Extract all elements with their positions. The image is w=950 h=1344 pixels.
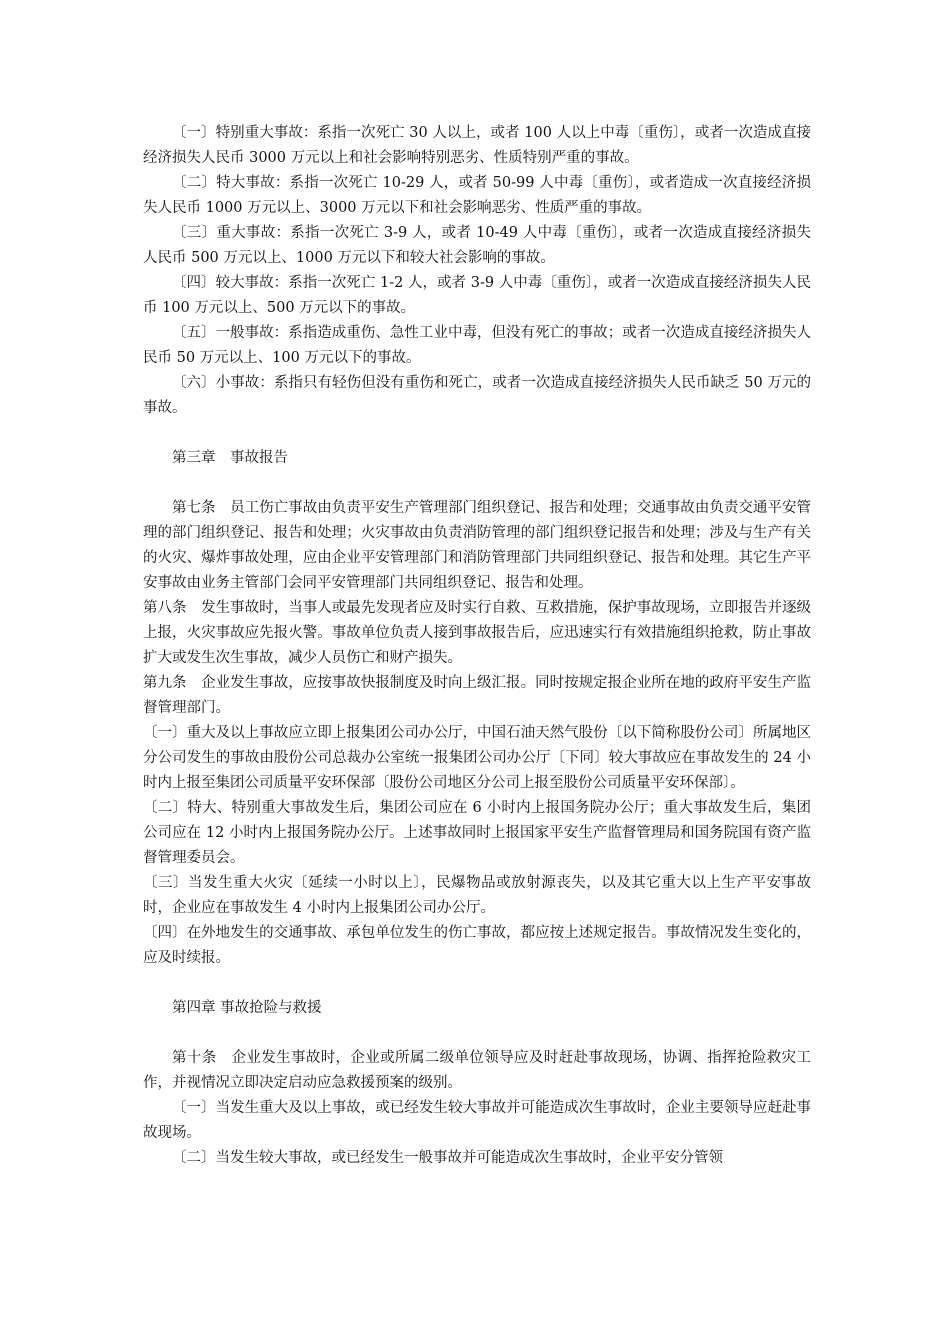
spacer <box>143 971 811 996</box>
document-page <box>143 121 811 1171</box>
spacer <box>143 471 811 496</box>
paragraph-accident-class-4: 〔四〕较大事故：系指一次死亡 1-2 人，或者 3-9 人中毒〔重伤〕，或者一次造成直接经济损失人民币 100 万元以上、500 万元以下的事故。 <box>143 275 811 316</box>
paragraph-accident-class-5: 〔五〕一般事故：系指造成重伤、急性工业中毒，但没有死亡的事故；或者一次造成直接经济损失人民币 50 万元以上、100 万元以下的事故。 <box>143 325 811 366</box>
paragraph-accident-class-1: 〔一〕特别重大事故：系指一次死亡 30 人以上，或者 100 人以上中毒〔重伤〕，或者一次造成直接经济损失人民币 3000 万元以上和社会影响特别恶劣、性质特别严重的事故。 <box>143 125 811 166</box>
chapter-4-heading: 第四章 事故抢险与救援 <box>172 1000 322 1016</box>
article-9-item-2: 〔二〕特大、特别重大事故发生后，集团公司应在 6 小时内上报国务院办公厅；重大事故发生后，集团公司应在 12 小时内上报国务院办公厅。上述事故同时上报国家平安生产监督管理局和国务院国有资产监督管理委员会。 <box>143 800 811 866</box>
article-10-item-2: 〔二〕当发生较大事故，或已经发生一般事故并可能造成次生事故时，企业平安分管领 <box>172 1150 723 1166</box>
article-9-item-4: 〔四〕在外地发生的交通事故、承包单位发生的伤亡事故，都应按上述规定报告。事故情况发生变化的，应及时续报。 <box>143 925 811 966</box>
paragraph-accident-class-3: 〔三〕重大事故：系指一次死亡 3-9 人，或者 10-49 人中毒〔重伤〕，或者一次造成直接经济损失人民币 500 万元以上、1000 万元以下和较大社会影响的事故。 <box>143 225 811 266</box>
article-9-item-3: 〔三〕当发生重大火灾〔延续一小时以上〕，民爆物品或放射源丧失，以及其它重大以上生产平安事故时，企业应在事故发生 4 小时内上报集团公司办公厅。 <box>143 875 811 916</box>
spacer <box>143 421 811 446</box>
article-10-item-1: 〔一〕当发生重大及以上事故，或已经发生较大事故并可能造成次生事故时，企业主要领导应赶赴事故现场。 <box>143 1100 811 1141</box>
article-7: 第七条 员工伤亡事故由负责平安生产管理部门组织登记、报告和处理；交通事故由负责交通平安管理的部门组织登记、报告和处理；火灾事故由负责消防管理的部门组织登记报告和处理；涉及与生产有关的火灾、爆炸事故处理，应由企业平安管理部门和消防管理部门共同组织登记、报告和处理。其它生产平安事故由业务主管部门会同平安管理部门共同组织登记、报告和处理。 <box>143 500 811 591</box>
paragraph-accident-class-6: 〔六〕小事故：系指只有轻伤但没有重伤和死亡，或者一次造成直接经济损失人民币缺乏 50 万元的事故。 <box>143 375 811 416</box>
article-10: 第十条 企业发生事故时，企业或所属二级单位领导应及时赶赴事故现场，协调、指挥抢险救灾工作，并视情况立即决定启动应急救援预案的级别。 <box>143 1050 811 1091</box>
paragraph-accident-class-2: 〔二〕特大事故：系指一次死亡 10-29 人，或者 50-99 人中毒〔重伤〕，或者造成一次直接经济损失人民币 1000 万元以上、3000 万元以下和社会影响恶劣、性质严重的事故。 <box>143 175 811 216</box>
article-8: 第八条 发生事故时，当事人或最先发现者应及时实行自救、互救措施，保护事故现场，立即报告并逐级上报，火灾事故应先报火警。事故单位负责人接到事故报告后，应迅速实行有效措施组织抢救，防止事故扩大或发生次生事故，减少人员伤亡和财产损失。 <box>143 600 811 666</box>
spacer <box>143 1021 811 1046</box>
article-9-item-1: 〔一〕重大及以上事故应立即上报集团公司办公厅，中国石油天然气股份〔以下简称股份公司〕所属地区分公司发生的事故由股份公司总裁办公室统一报集团公司办公厅〔下同〕较大事故应在事故发生的 24 小时内上报至集团公司质量平安环保部〔股份公司地区分公司上报至股份公司质量平安环保部〕。 <box>143 725 811 791</box>
chapter-3-heading: 第三章 事故报告 <box>172 450 288 466</box>
article-9: 第九条 企业发生事故，应按事故快报制度及时向上级汇报。同时按规定报企业所在地的政府平安生产监督管理部门。 <box>143 675 811 716</box>
